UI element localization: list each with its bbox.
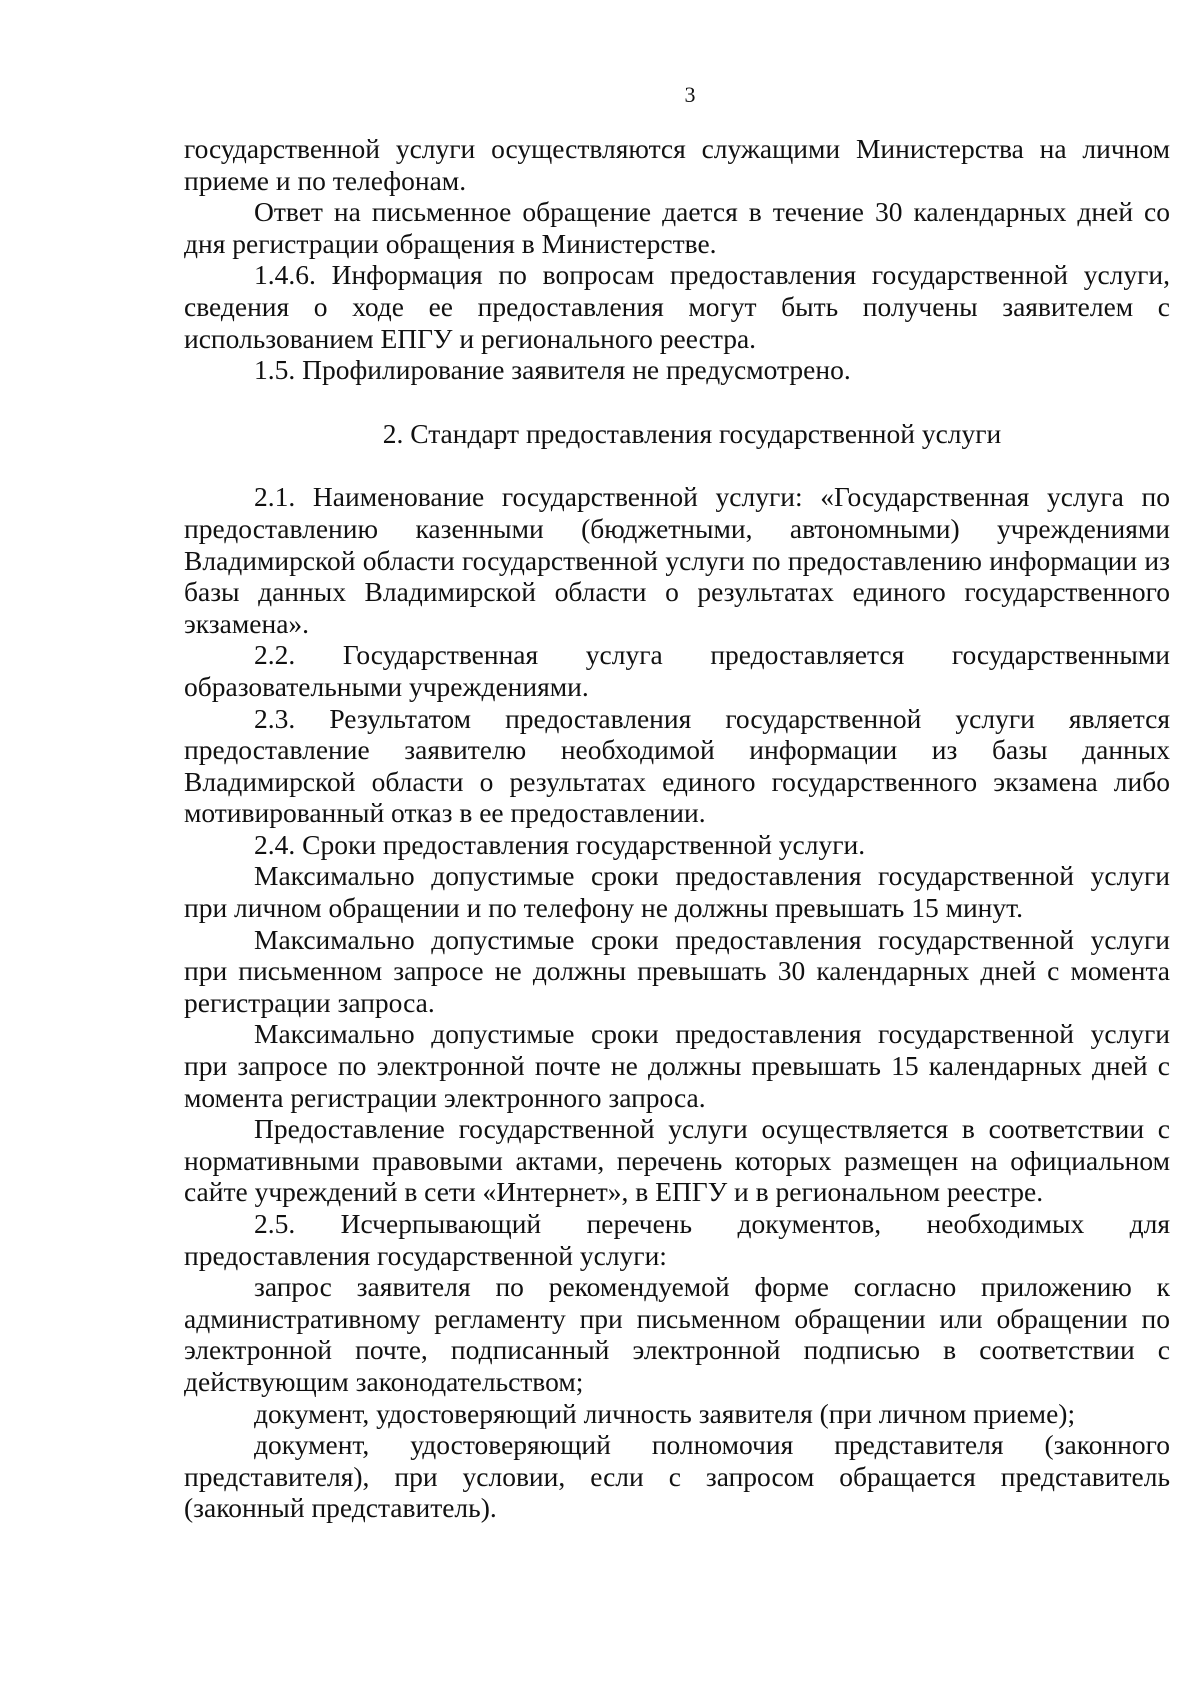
paragraph-2-1: 2.1. Наименование государственной услуги: «Государственная услуга по предоставлению казенными (бюджетными, автономными) учреждениями Владимирской области государственной услуги по предоставлению информации из базы данных Владимирской области о результатах единого государственного экзамена». (184, 481, 1170, 639)
paragraph-1-4-6: 1.4.6. Информация по вопросам предоставления государственной услуги, сведения о ходе ее предоставления могут быть получены заявителем с использованием ЕПГУ и регионального реестра. (184, 259, 1170, 354)
paragraph-2-3: 2.3. Результатом предоставления государственной услуги является предоставление заявителю необходимой информации из базы данных Владимирской области о результатах единого государственного экзамена либо мотивированный отказ в ее предоставлении. (184, 702, 1170, 829)
paragraph-legal-acts: Предоставление государственной услуги осуществляется в соответствии с нормативными правовыми актами, перечень которых размещен на официальном сайте учреждений в сети «Интернет», в ЕПГУ и в региональном реестре. (184, 1113, 1170, 1208)
paragraph-response-term: Ответ на письменное обращение дается в течение 30 календарных дней со дня регистрации обращения в Министерстве. (184, 196, 1170, 259)
paragraph-continuation: государственной услуги осуществляются служащими Министерства на личном приеме и по телефонам. (184, 133, 1170, 196)
document-body (184, 133, 1170, 1524)
list-item-request: запрос заявителя по рекомендуемой форме согласно приложению к административному регламенту при письменном обращении или обращении по электронной почте, подписанный электронной подписью в соответствии с действующим законодательством; (184, 1271, 1170, 1397)
paragraph-term-personal: Максимально допустимые сроки предоставления государственной услуги при личном обращении и по телефону не должны превышать 15 минут. (184, 860, 1170, 924)
list-item-representative-document: документ, удостоверяющий полномочия представителя (законного представителя), при условии, если с запросом обращается представитель (законный представитель). (184, 1429, 1170, 1524)
paragraph-term-written: Максимально допустимые сроки предоставления государственной услуги при письменном запросе не должны превышать 30 календарных дней с момента регистрации запроса. (184, 923, 1170, 1018)
paragraph-2-5: 2.5. Исчерпывающий перечень документов, необходимых для предоставления государственной услуги: (184, 1208, 1170, 1271)
section-heading: 2. Стандарт предоставления государственной услуги (382, 417, 1002, 449)
page-number: 3 (684, 82, 696, 107)
paragraph-term-email: Максимально допустимые сроки предоставления государственной услуги при запросе по электронной почте не должны превышать 15 календарных дней с момента регистрации электронного запроса. (184, 1018, 1170, 1113)
list-item-identity-document: документ, удостоверяющий личность заявителя (при личном приеме); (254, 1397, 1076, 1429)
paragraph-1-5: 1.5. Профилирование заявителя не предусмотрено. (254, 354, 851, 386)
paragraph-2-4: 2.4. Сроки предоставления государственной услуги. (254, 828, 866, 860)
paragraph-2-2: 2.2. Государственная услуга предоставляется государственными образовательными учреждениями. (184, 639, 1170, 702)
